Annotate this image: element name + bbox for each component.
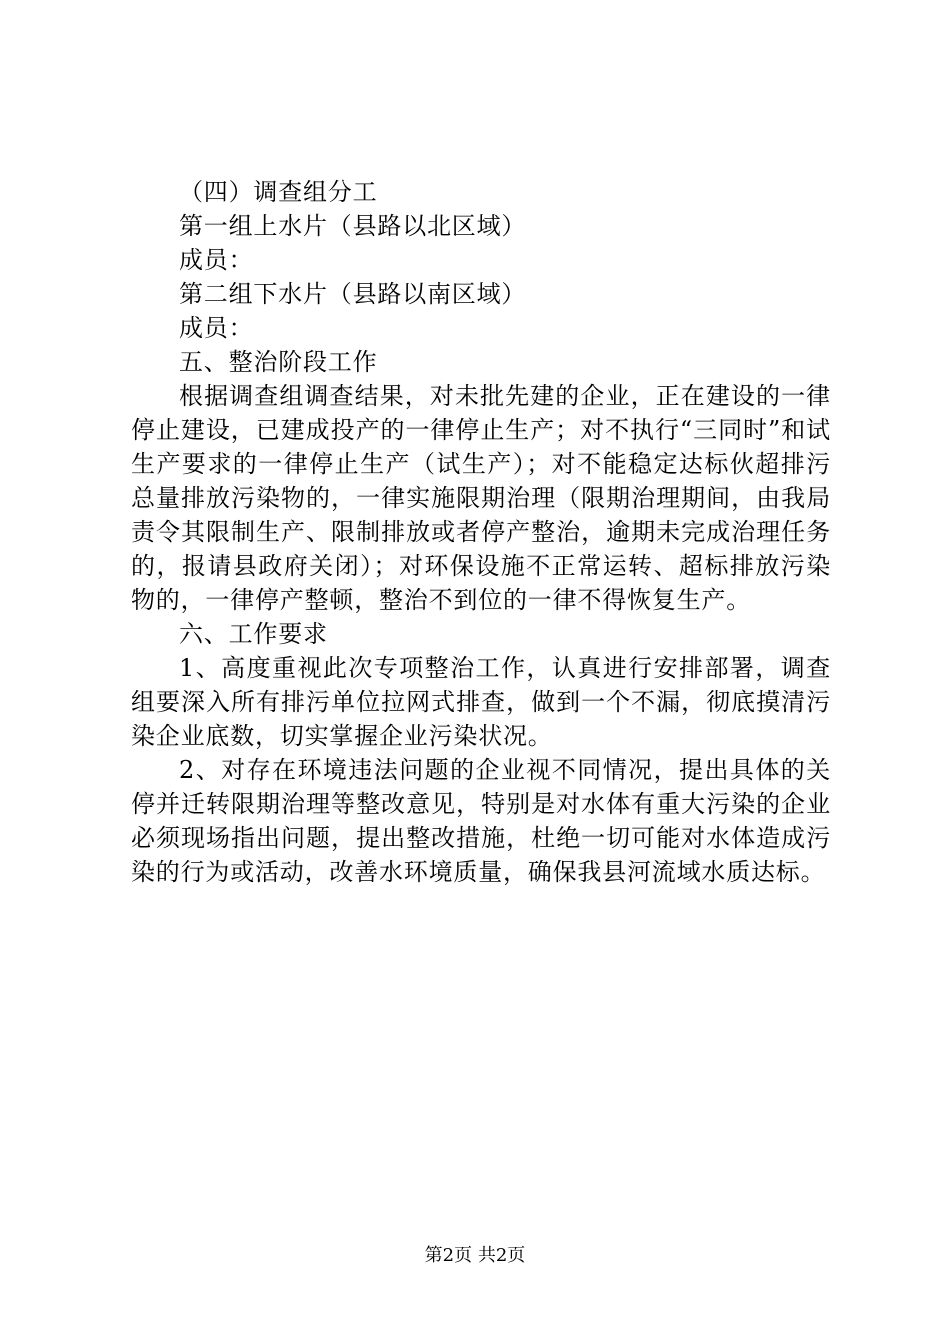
paragraph-group-2-members: 成员： — [179, 314, 254, 342]
paragraph-section-5-body: 根据调查组调查结果，对未批先建的企业，正在建设的一律停止建设，已建成投产的一律停止生产；对不执行“三同时”和试生产要求的一律停止生产（试生产）；对不能稳定达标伙超排污总量排放污染物的，一律实施限期治理（限期治理期间，由我局责令其限制生产、限制排放或者停产整治，逾期未完成治理任务的，报请县政府关闭）；对环保设施不正常运转、超标排放污染物的，一律停产整顿，整治不到位的一律不得恢复生产。 — [131, 382, 831, 614]
paragraph-section-4-heading: （四）调查组分工 — [179, 178, 378, 206]
page-footer: 第2页 共2页 — [424, 1245, 526, 1266]
paragraph-group-1: 第一组上水片（县路以北区域） — [179, 212, 527, 240]
paragraph-requirement-1: 1、高度重视此次专项整治工作，认真进行安排部署，调查组要深入所有排污单位拉网式排查，做到一个不漏，彻底摸清污染企业底数，切实掌握企业污染状况。 — [131, 654, 831, 750]
paragraph-group-1-members: 成员： — [179, 246, 254, 274]
paragraph-section-6-heading: 六、工作要求 — [179, 620, 328, 648]
paragraph-requirement-2: 2、对存在环境违法问题的企业视不同情况，提出具体的关停并迁转限期治理等整改意见，特别是对水体有重大污染的企业必须现场指出问题，提出整改措施，杜绝一切可能对水体造成污染的行为或活动，改善水环境质量，确保我县河流域水质达标。 — [131, 756, 831, 886]
paragraph-section-5-heading: 五、整治阶段工作 — [179, 348, 378, 376]
document-body — [131, 175, 831, 889]
paragraph-group-2: 第二组下水片（县路以南区域） — [179, 280, 527, 308]
